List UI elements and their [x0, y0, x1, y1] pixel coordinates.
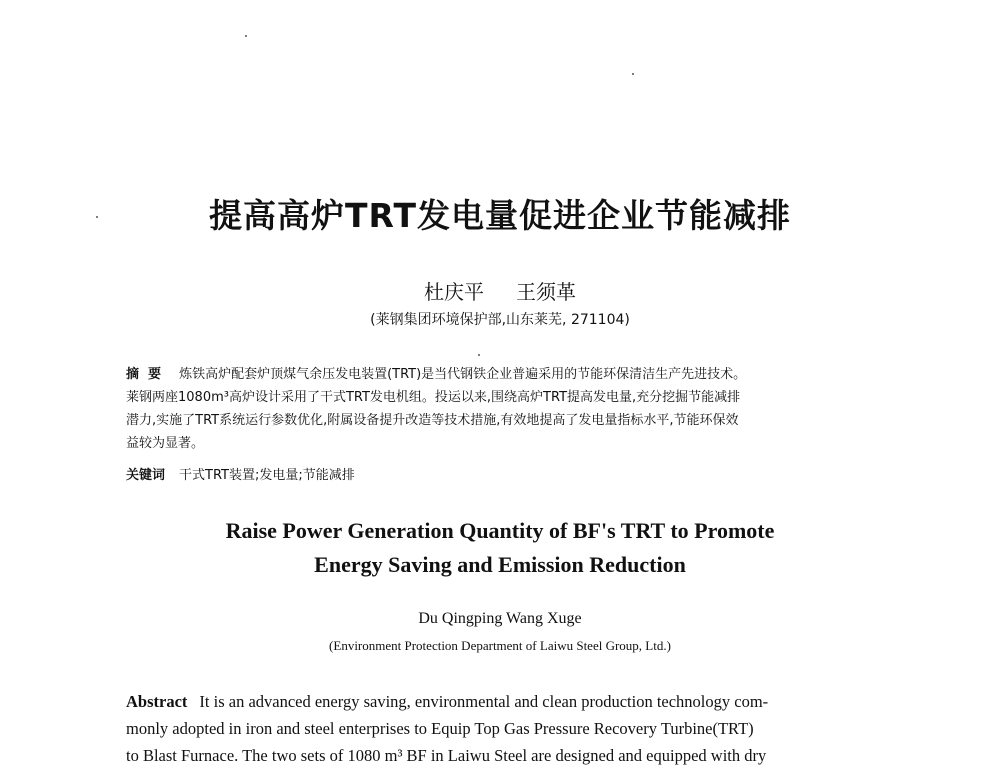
abstract-en-line-1: Abstract It is an advanced energy saving, environmental and clean production technology com-: [126, 692, 769, 711]
keywords-label: 关键词: [126, 468, 166, 483]
keywords-text: 干式TRT装置;发电量;节能减排: [179, 468, 355, 483]
abstract-chinese: [126, 363, 876, 455]
affiliation-english: (Environment Protection Department of Laiwu Steel Group, Ltd.): [329, 638, 671, 653]
title-line-1: Raise Power Generation Quantity of BF's TRT to Promote: [225, 518, 775, 543]
paper-title-english: [0, 514, 1000, 582]
abstract-line-3: 潜力,实施了TRT系统运行参数优化,附属设备提升改造等技术措施,有效地提高了发电量指标水平,节能环保效: [126, 413, 739, 428]
affiliation-chinese: (莱钢集团环境保护部,山东莱芜, 271104): [370, 312, 630, 328]
title-line-2: Energy Saving and Emission Reduction: [314, 552, 686, 577]
scan-speck: [632, 73, 634, 75]
authors-chinese: [0, 276, 1000, 305]
abstract-en-line-3: to Blast Furnace. The two sets of 1080 m³ BF in Laiwu Steel are designed and equipped with dry: [126, 746, 767, 765]
abstract-label-chinese: 摘 要: [126, 367, 162, 382]
abstract-line-4: 益较为显著。: [126, 436, 205, 451]
author-1: 杜庆平: [424, 280, 484, 304]
abstract-line-2: 莱钢两座1080m³高炉设计采用了干式TRT发电机组。投运以来,围绕高炉TRT提高发电量,充分挖掘节能减排: [126, 390, 741, 405]
authors-english: Du Qingping Wang Xuge: [418, 610, 582, 627]
paper-title-chinese: 提高高炉TRT发电量促进企业节能减排: [209, 196, 791, 235]
scan-speck: [245, 35, 247, 37]
abstract-english: [126, 688, 876, 769]
abstract-en-line-2: monly adopted in iron and steel enterprises to Equip Top Gas Pressure Recovery Turbine(TRT): [126, 719, 754, 738]
abstract-label-english: Abstract: [126, 692, 188, 711]
keywords-chinese: [126, 464, 355, 483]
abstract-line-1: 摘 要 炼铁高炉配套炉顶煤气余压发电装置(TRT)是当代钢铁企业普遍采用的节能环保清洁生产先进技术。: [126, 367, 747, 382]
scan-speck: [478, 354, 480, 356]
author-2: 王须革: [516, 280, 576, 304]
